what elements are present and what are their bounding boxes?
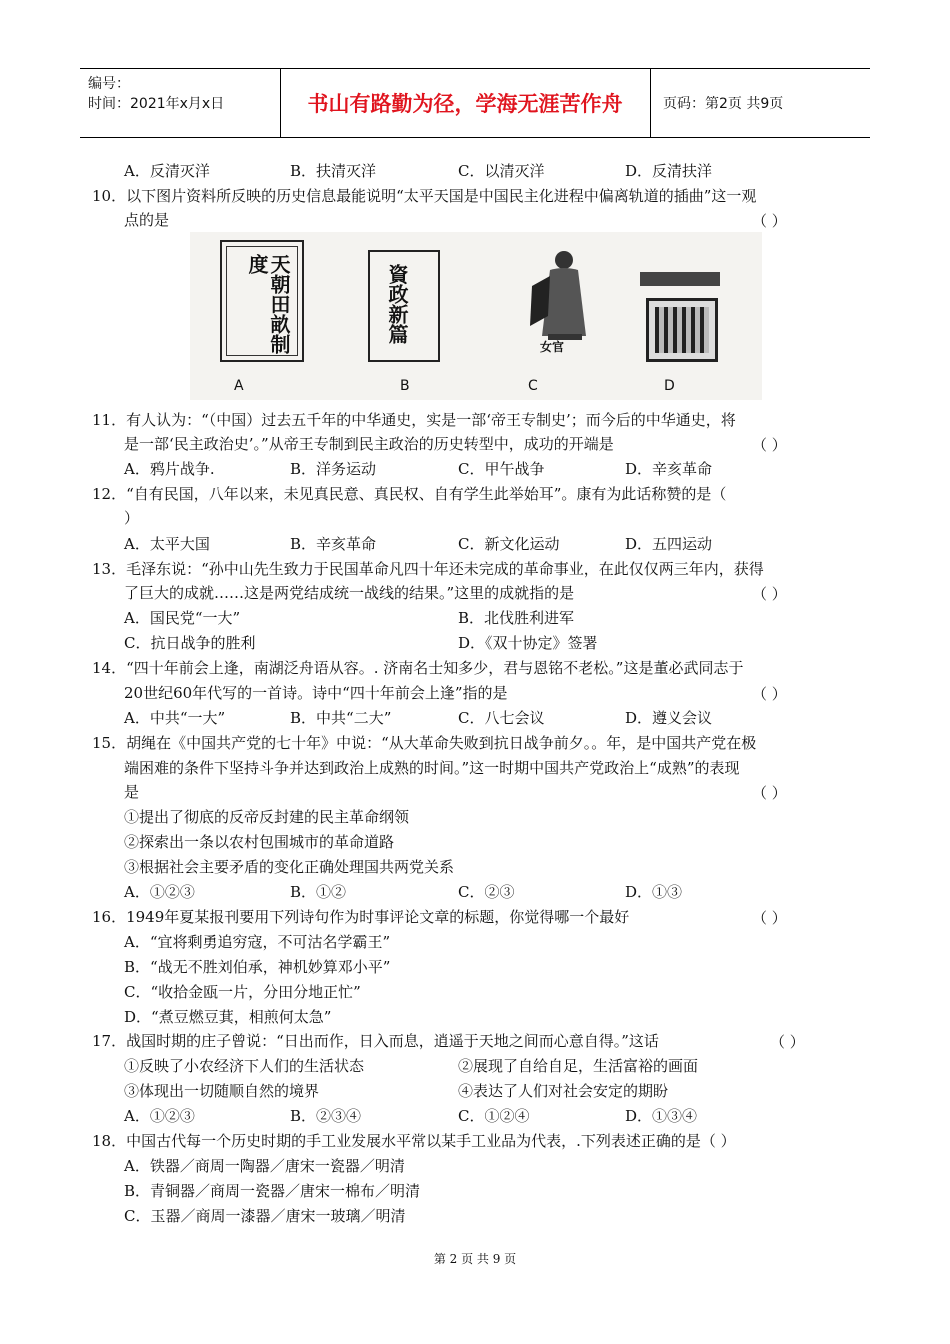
q12-line2: ）	[124, 509, 140, 527]
q14-option-d: D．遵义会议	[625, 709, 713, 727]
figure-label-a: A	[234, 378, 244, 394]
q11-option-d: D．辛亥革命	[625, 460, 713, 478]
q13-option-b: B．北伐胜利进军	[458, 609, 575, 627]
q14-option-c: C．八七会议	[458, 709, 545, 727]
q13-option-d: D．《双十协定》签署	[458, 634, 598, 652]
q11-line2: 是一部‘民主政治史’。”从帝王专制到民主政治的历史转型中，成功的开端是	[124, 435, 614, 453]
figure-label-c: C	[528, 378, 538, 394]
q12-option-b: B．辛亥革命	[290, 535, 377, 553]
figure-b-document	[368, 250, 440, 362]
q13-line1: 13．毛泽东说：“孙中山先生致力于民国革命凡四十年还未完成的革命事业，在此仅仅两三年内，获得	[92, 560, 764, 578]
q12-option-c: C．新文化运动	[458, 535, 560, 553]
number-label: 编号：	[88, 76, 130, 92]
date-label: 时间：2021年x月x日	[88, 96, 225, 112]
q15-option-b: B．①②	[290, 883, 347, 901]
q18-option-c: C．玉器／商周一漆器／唐宋一玻璃／明清	[124, 1207, 406, 1225]
q10-line2: 点的是	[124, 211, 170, 229]
figure-a-document	[220, 240, 304, 362]
figure-b-title: 資政新篇	[385, 264, 409, 344]
q16-line1: 16．1949年夏某报刊要用下列诗句作为时事评论文章的标题，你觉得哪一个最好	[92, 908, 630, 926]
page-header	[80, 68, 870, 138]
q15-item-1: ①提出了彻底的反帝反封建的民主革命纲领	[124, 808, 410, 826]
figure-d-seal	[640, 272, 720, 372]
q17-item-2: ②展现了自给自足，生活富裕的画面	[458, 1057, 699, 1075]
q17-item-1: ①反映了小农经济下人们的生活状态	[124, 1057, 365, 1075]
q12-line1: 12．“自有民国，八年以来，未见真民意、真民权、自有学生此举始耳”。康有为此话称赞的是（	[92, 485, 727, 503]
q15-answer-paren: （ ）	[752, 784, 787, 802]
q14-answer-paren: （ ）	[752, 685, 787, 703]
q13-line2: 了巨大的成就……这是两党结成统一战线的结果。”这里的成就指的是	[124, 584, 575, 602]
figure-c-portrait	[520, 246, 600, 356]
q17-item-3: ③体现出一切随顺自然的境界	[124, 1082, 320, 1100]
figure-c-caption: 女官	[540, 340, 565, 354]
header-info-cell	[80, 69, 281, 137]
q14-line2: 20世纪60年代写的一首诗。诗中“四十年前会上逢”指的是	[124, 684, 508, 702]
q15-line3: 是	[124, 783, 140, 801]
q17-option-d: D．①③④	[625, 1107, 698, 1125]
q15-option-c: C．②③	[458, 883, 515, 901]
q11-option-a: A．鸦片战争.	[124, 460, 215, 478]
figure-label-d: D	[664, 378, 675, 394]
header-page-label: 页码：第2页 共9页	[663, 96, 784, 112]
q10-line1: 10．以下图片资料所反映的历史信息最能说明“太平天国是中国民主化进程中偏离轨道的插曲”这一观	[92, 187, 757, 205]
q9-option-d: D．反清扶洋	[625, 162, 713, 180]
q15-item-2: ②探索出一条以农村包围城市的革命道路	[124, 833, 395, 851]
q15-item-3: ③根据社会主要矛盾的变化正确处理国共两党关系	[124, 858, 455, 876]
q15-line2: 端困难的条件下坚持斗争并达到政治上成熟的时间。”这一时期中国共产党政治上“成熟”的表现	[124, 759, 740, 777]
q14-line1: 14．“四十年前会上逢，南湖泛舟语从容。. 济南名士知多少，君与恩铭不老松。”这是董必武同志于	[92, 659, 744, 677]
q16-option-b: B．“战无不胜刘伯承，神机妙算邓小平”	[124, 958, 391, 976]
q17-option-a: A．①②③	[124, 1107, 195, 1125]
q16-answer-paren: （ ）	[752, 909, 787, 927]
q17-option-c: C．①②④	[458, 1107, 530, 1125]
q9-option-a: A．反清灭洋	[124, 162, 210, 180]
q13-option-a: A．国民党“一大”	[124, 609, 241, 627]
header-motto: 书山有路勤为径，学海无涯苦作舟	[280, 69, 651, 137]
q9-option-c: C．以清灭洋	[458, 162, 545, 180]
figure-label-b: B	[400, 378, 410, 394]
q10-figure	[190, 232, 762, 400]
q18-option-b: B．青铜器／商周一瓷器／唐宋一棉布／明清	[124, 1182, 421, 1200]
q11-line1: 11．有人认为：“（中国）过去五千年的中华通史，实是一部‘帝王专制史’；而今后的中华通史，将	[92, 411, 736, 429]
q14-option-b: B．中共“二大”	[290, 709, 392, 727]
q14-option-a: A．中共“一大”	[124, 709, 226, 727]
q11-answer-paren: （ ）	[752, 436, 787, 454]
q17-item-4: ④表达了人们对社会安定的期盼	[458, 1082, 669, 1100]
q9-option-b: B．扶清灭洋	[290, 162, 377, 180]
page-footer: 第 2 页 共 9 页	[433, 1252, 517, 1266]
q12-option-d: D．五四运动	[625, 535, 713, 553]
q11-option-c: C．甲午战争	[458, 460, 545, 478]
q12-option-a: A．太平大国	[124, 535, 210, 553]
q15-option-a: A．①②③	[124, 883, 195, 901]
q16-option-a: A．“宜将剩勇追穷寇，不可沽名学霸王”	[124, 933, 391, 951]
figure-a-title: 天朝田畝制度	[245, 254, 291, 354]
q17-answer-paren: （ ）	[770, 1033, 805, 1051]
q10-answer-paren: （ ）	[752, 212, 787, 230]
q18-option-a: A．铁器／商周一陶器／唐宋一瓷器／明清	[124, 1157, 405, 1175]
q15-option-d: D．①③	[625, 883, 683, 901]
q16-option-c: C．“收拾金瓯一片，分田分地正忙”	[124, 983, 361, 1001]
q17-line1: 17．战国时期的庄子曾说：“日出而作，日入而息，逍遥于天地之间而心意自得。”这话	[92, 1032, 659, 1050]
q13-option-c: C．抗日战争的胜利	[124, 634, 256, 652]
q18-line1: 18．中国古代每一个历史时期的手工业发展水平常以某手工业品为代表，.下列表述正确的是（ ）	[92, 1132, 736, 1150]
q13-answer-paren: （ ）	[752, 585, 787, 603]
q11-option-b: B．洋务运动	[290, 460, 377, 478]
q15-line1: 15．胡绳在《中国共产党的七十年》中说：“从大革命失败到抗日战争前夕。。年，是中国共产党在极	[92, 734, 757, 752]
q16-option-d: D．“煮豆燃豆萁，相煎何太急”	[124, 1008, 332, 1026]
q17-option-b: B．②③④	[290, 1107, 362, 1125]
